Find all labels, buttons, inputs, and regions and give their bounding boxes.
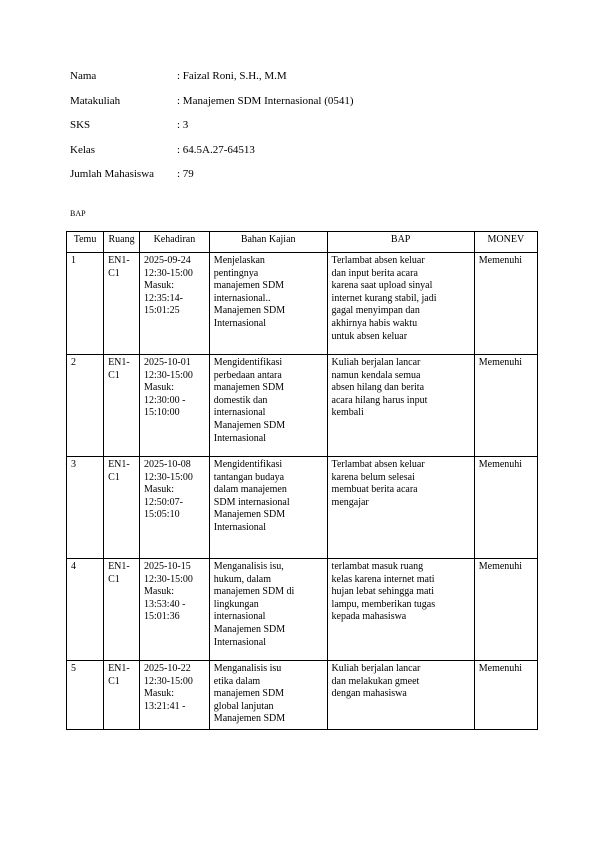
cell-temu: 2 [67, 355, 104, 457]
header-bap: BAP [327, 232, 474, 253]
info-label: SKS [70, 119, 91, 131]
cell-temu: 3 [67, 457, 104, 559]
info-value: : 79 [177, 168, 194, 180]
cell-bahan-kajian: Mengidentifikasi perbedaan antara manajemen SDM domestik dan internasional Manajemen SDM Internasional [209, 355, 327, 457]
table-row [67, 661, 538, 730]
bap-table [66, 231, 538, 730]
cell-ruang: EN1- C1 [104, 355, 140, 457]
cell-ruang: EN1- C1 [104, 457, 140, 559]
header-bahan-kajian: Bahan Kajian [209, 232, 327, 253]
header-kehadiran: Kehadiran [140, 232, 210, 253]
info-row-nama [70, 70, 354, 95]
cell-monev: Memenuhi [474, 457, 537, 559]
table-header-row [67, 232, 538, 253]
cell-bap: terlambat masuk ruang kelas karena internet mati hujan lebat sehingga mati lampu, memberikan tugas kepada mahasiswa [327, 559, 474, 661]
info-value: : 64.5A.27-64513 [177, 143, 255, 156]
cell-temu: 4 [67, 559, 104, 661]
course-info [70, 70, 354, 193]
cell-bap: Kuliah berjalan lancar dan melakukan gmeet dengan mahasiswa [327, 661, 474, 730]
cell-bahan-kajian: Menjelaskan pentingnya manajemen SDM internasional.. Manajemen SDM Internasional [209, 253, 327, 355]
table-row [67, 559, 538, 661]
cell-kehadiran: 2025-10-08 12:30-15:00 Masuk: 12:50:07- 15:05:10 [140, 457, 210, 559]
info-value: : Manajemen SDM Internasional (0541) [177, 94, 354, 107]
info-value: : 3 [177, 119, 189, 131]
header-ruang: Ruang [104, 232, 140, 253]
cell-temu: 5 [67, 661, 104, 730]
info-label: Kelas [70, 143, 96, 156]
cell-monev: Memenuhi [474, 355, 537, 457]
cell-bahan-kajian: Menganalisis isu, hukum, dalam manajemen SDM di lingkungan internasional Manajemen SDM Internasional [209, 559, 327, 661]
cell-ruang: EN1- C1 [104, 661, 140, 730]
info-row-sks [70, 119, 354, 144]
info-value: : Faizal Roni, S.H., M.M [177, 70, 287, 82]
cell-kehadiran: 2025-10-15 12:30-15:00 Masuk: 13:53:40 - 15:01:36 [140, 559, 210, 661]
info-label: Jumlah Mahasiswa [70, 168, 155, 180]
table-row [67, 253, 538, 355]
cell-kehadiran: 2025-09-24 12:30-15:00 Masuk: 12:35:14- 15:01:25 [140, 253, 210, 355]
cell-ruang: EN1- C1 [104, 559, 140, 661]
header-temu: Temu [67, 232, 104, 253]
cell-monev: Memenuhi [474, 661, 537, 730]
cell-bahan-kajian: Menganalisis isu etika dalam manajemen SDM global lanjutan Manajemen SDM [209, 661, 327, 730]
cell-monev: Memenuhi [474, 559, 537, 661]
info-label: Nama [70, 70, 97, 82]
cell-bap: Terlambat absen keluar dan input berita acara karena saat upload sinyal internet kurang stabil, jadi gagal menyimpan dan akhirnya habis waktu untuk absen keluar [327, 253, 474, 355]
info-label: Matakuliah [70, 94, 121, 107]
info-row-jumlah-mahasiswa [70, 168, 354, 193]
cell-monev: Memenuhi [474, 253, 537, 355]
cell-temu: 1 [67, 253, 104, 355]
info-row-kelas [70, 144, 354, 169]
section-label-bap: BAP [70, 209, 86, 218]
cell-ruang: EN1- C1 [104, 253, 140, 355]
table-row [67, 457, 538, 559]
cell-bap: Terlambat absen keluar karena belum selesai membuat berita acara mengajar [327, 457, 474, 559]
table-row [67, 355, 538, 457]
cell-bap: Kuliah berjalan lancar namun kendala semua absen hilang dan berita acara hilang harus input kembali [327, 355, 474, 457]
info-row-matakuliah [70, 95, 354, 120]
header-monev: MONEV [474, 232, 537, 253]
cell-kehadiran: 2025-10-01 12:30-15:00 Masuk: 12:30:00 - 15:10:00 [140, 355, 210, 457]
cell-kehadiran: 2025-10-22 12:30-15:00 Masuk: 13:21:41 - [140, 661, 210, 730]
cell-bahan-kajian: Mengidentifikasi tantangan budaya dalam manajemen SDM internasional Manajemen SDM Internasional [209, 457, 327, 559]
